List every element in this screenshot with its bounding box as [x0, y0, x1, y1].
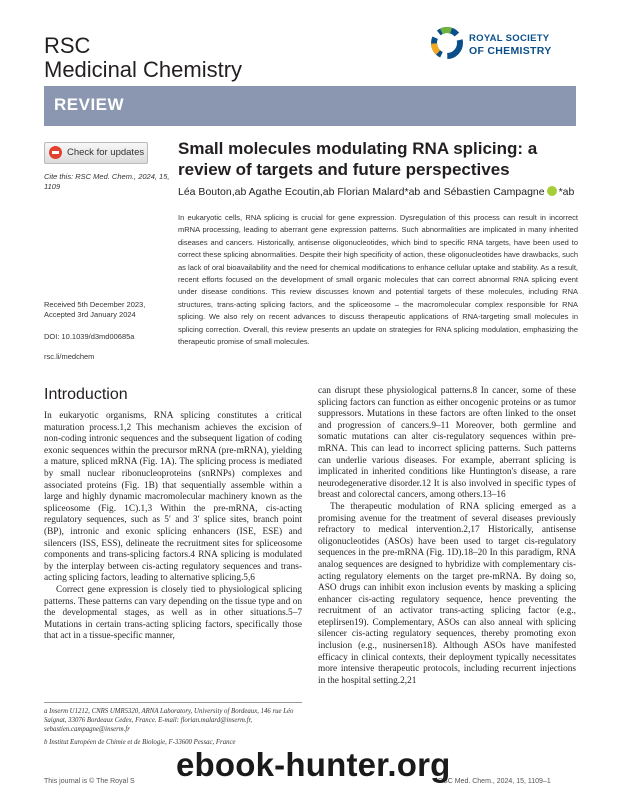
journal-line1: RSC [44, 33, 91, 58]
journal-name [44, 34, 242, 82]
orcid-icon[interactable] [547, 186, 557, 196]
article-type-banner [44, 86, 576, 126]
body-column-left [44, 411, 302, 643]
author-list [178, 186, 578, 198]
authors-tail: *ab [558, 186, 575, 198]
received-date: Received 5th December 2023, [44, 300, 146, 309]
watermark: ebook-hunter.org [176, 746, 451, 783]
rsc-ring-icon [430, 26, 464, 60]
paragraph: Correct gene expression is closely tied to physiological splicing patterns. These patterns can vary depending on the tissue type and on the developmental stages, as well as in other situations.5–7 Mutations in certain trans-acting splicing factors, specifically those that act in a tissue-specific manner, [44, 584, 302, 642]
logo-line2: OF CHEMISTRY [469, 45, 552, 57]
footnote-affiliation-a: a Inserm U1212, CNRS UMR5320, ARNA Laboratory, University of Bordeaux, 146 rue Léo Saignat, 33076 Bordeaux Cedex, France. E-mail: florian.malard@inserm.fr, sebastien.campagne@inserm.fr [44, 708, 294, 733]
footnote-divider [44, 702, 302, 703]
journal-link[interactable]: rsc.li/medchem [44, 352, 95, 361]
footer-copyright: This journal is © The Royal S [44, 778, 135, 785]
rsc-logo [430, 26, 580, 82]
footnote-affiliation-b: b Institut Européen de Chimie et de Biologie, F-33600 Pessac, France [44, 739, 236, 746]
doi[interactable]: DOI: 10.1039/d3md00685a [44, 332, 135, 341]
article-title: Small molecules modulating RNA splicing: a review of targets and future perspectives [178, 139, 538, 179]
authors-text: Léa Bouton,ab Agathe Ecoutin,ab Florian Malard*ab and Sébastien Campagne [178, 186, 545, 198]
article-type: REVIEW [54, 95, 125, 114]
citation: Cite this: RSC Med. Chem., 2024, 15, 1109 [44, 172, 170, 191]
paragraph: can disrupt these physiological patterns.8 In cancer, some of these splicing factors can function as either oncogenic proteins or as tumor suppressors. Mutations in these factors are often linked to the onset and progression of cancers.9–11 Moreover, both germline and somatic mutations can alter cis-regulatory sequences within pre-mRNA. This can lead to incorrect splicing patterns. Such patterns can underlie various diseases. For example, aberrant splicing is implicated in inherited conditions like Huntington's disease, a rare neurodegenerative disorder.12 It is also involved in specific types of breast and colorectal cancers, among others.13–16 [318, 386, 576, 501]
journal-line2: Medicinal Chemistry [44, 57, 243, 82]
paragraph: In eukaryotic organisms, RNA splicing constitutes a critical maturation process.1,2 This mechanism achieves the excision of non-coding intronic sequences and the subsequent ligation of coding exonic sequences within the precursor mRNA (pre-mRNA), yielding a mature, spliced mRNA (Fig. 1A). The splicing process is mediated by small nuclear ribonucleoproteins (snRNPs) complexes and associated proteins (Fig. 1B) that sequentially assemble within a large and highly dynamic macromolecular machinery known as the spliceosome (Fig. 1C).1,3 Within the pre-mRNA, cis-acting regulatory sequences, such as 5′ and 3′ splice sites, branch point (BP), intronic and exonic splicing enhancers (ISE, ESE) and silencers (ISS, ESS), delineate the recruitment sites for spliceosome components and trans-splicing factors.4 RNA splicing is modulated by the interplay between cis-acting regulatory sequences and trans-acting splicing factors, leading to alternative splicing.5,6 [44, 411, 302, 584]
section-heading-introduction: Introduction [44, 386, 128, 403]
paragraph: The therapeutic modulation of RNA splicing emerged as a promising avenue for the treatment of several diseases previously refractory to medical intervention.2,17 Historically, antisense oligonucleotides (ASOs) have been used to target cis-regulatory sequences in the pre-mRNA (Fig. 1D).18–20 In this paradigm, RNA analog sequences are designed to hybridize with complementary cis-acting regulatory elements on the target pre-mRNA. By doing so, ASO drugs can inhibit exon inclusion events by masking a splicing enhancer cis-acting regulatory sequence, hence preventing the recruitment of an activator trans-acting splicing factor (e.g., eteplirsen19). Complementary, ASOs can also anneal with splicing silencer cis-acting regulatory sequences, thereby promoting exon inclusion (e.g., nusinersen18). Although ASOs have manifested efficacy in clinical contexts, their deployment typically necessitates more intensive therapeutic protocols, including recurrent injections in the hospital setting.2,21 [318, 501, 576, 686]
abstract: In eukaryotic cells, RNA splicing is crucial for gene expression. Dysregulation of this process can result in incorrect mRNA processing, leading to aberrant gene expression patterns. Such abnormalities are implicated in many inherited diseases and cancers. Historically, antisense oligonucleotides, which bind to specific RNA targets, have been used to correct these splicing abnormalities. Despite their high specificity of action, these oligonucleotides have drawbacks, such as lack of oral bioavailability and the need for chemical modifications to enhance cellular uptake and stability. As a result, recent efforts focused on the development of small organic molecules that can correct abnormal RNA splicing event under disease conditions. This review discusses known and potential targets of these molecules, including RNA structures, trans-acting splicing factors, and the spliceosome – the macromolecular complex responsible for RNA splicing. We also rely on recent advances to discuss therapeutic applications of RNA-targeting small molecules in splicing correction. Overall, this review presents an update on strategies for RNA splicing modulation, emphasizing the therapeutic promise of small molecules. [178, 213, 578, 347]
check-for-updates-button[interactable] [44, 142, 148, 164]
body-column-right [318, 386, 576, 687]
accepted-date: Accepted 3rd January 2024 [44, 310, 136, 319]
check-updates-label: Check for updates [67, 147, 145, 158]
logo-line1: ROYAL SOCIETY [469, 33, 550, 44]
footer-citation: RSC Med. Chem., 2024, 15, 1109–1 [438, 778, 551, 785]
update-icon [49, 146, 62, 159]
